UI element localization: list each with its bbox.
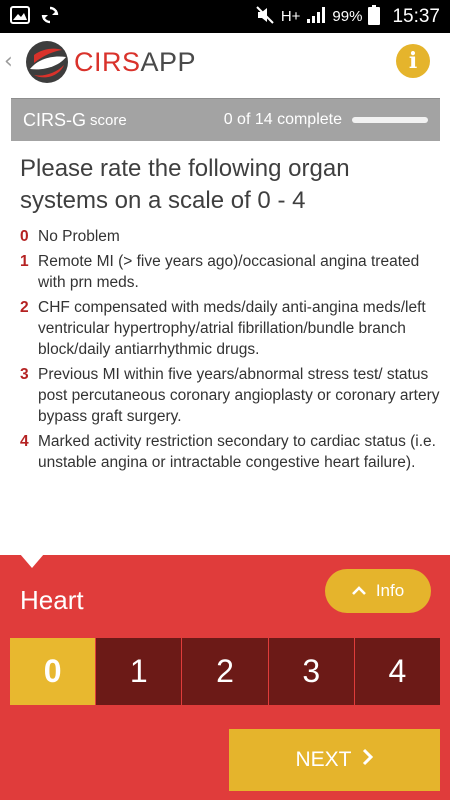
app-header [0, 33, 450, 90]
clock: 15:37 [392, 5, 440, 27]
scale-item [20, 226, 440, 247]
question-heading: Please rate the following organ systems on a scale of 0 - 4 [20, 155, 350, 214]
score-progress-bar [11, 98, 440, 141]
battery-icon [368, 5, 380, 29]
info-toggle-button[interactable] [325, 569, 431, 613]
scale-number: 3 [20, 366, 29, 383]
status-bar [0, 0, 450, 33]
completion-count: 0 of 14 complete [223, 111, 342, 128]
scale-item [20, 251, 440, 293]
next-button[interactable] [229, 729, 440, 791]
scale-description: Marked activity restriction secondary to cardiac status (i.e. unstable angina or intractable congestive heart failure). [38, 433, 436, 471]
rating-button-0[interactable]: 0 [10, 638, 95, 705]
scale-description: No Problem [38, 228, 120, 245]
signal-icon [306, 6, 326, 28]
app-brand [74, 47, 196, 78]
scale-description: CHF compensated with meds/daily anti-angina meds/left ventricular hypertrophy/atrial fibrillation/bundle branch block/daily antiarrhythmic drugs. [38, 299, 426, 358]
chevron-right-icon [362, 748, 374, 772]
organ-system-label: Heart [20, 585, 84, 615]
info-icon[interactable]: i [396, 44, 430, 78]
rating-button-4[interactable]: 4 [355, 638, 440, 705]
scale-item [20, 364, 440, 427]
sync-icon [40, 5, 60, 29]
network-type: H+ [280, 8, 301, 25]
rating-button-3[interactable]: 3 [269, 638, 354, 705]
scale-number: 1 [20, 253, 29, 270]
cirs-logo-icon [24, 39, 70, 85]
score-title: CIRS-G [23, 109, 86, 130]
mute-icon [255, 5, 275, 29]
rating-selector [10, 638, 440, 705]
rating-button-1[interactable]: 1 [96, 638, 181, 705]
panel-pointer [20, 554, 44, 568]
chevron-up-icon [352, 583, 366, 599]
back-chevron-icon[interactable]: ‹ [4, 49, 13, 74]
scale-description: Remote MI (> five years ago)/occasional angina treated with prn meds. [38, 253, 420, 291]
completion-track [352, 117, 428, 123]
gallery-icon [10, 6, 30, 28]
brand-cirs: CIRS [74, 47, 141, 77]
scale-number: 4 [20, 433, 29, 450]
brand-app: APP [140, 47, 197, 77]
battery-percent: 99% [332, 8, 363, 25]
scale-item [20, 431, 440, 473]
scale-item [20, 297, 440, 360]
next-label: NEXT [295, 748, 352, 771]
score-subtitle: score [90, 111, 127, 129]
rating-button-2[interactable]: 2 [182, 638, 267, 705]
scale-number: 0 [20, 228, 29, 245]
scale-description: Previous MI within five years/abnormal stress test/ status post percutaneous coronary angioplasty or coronary artery bypass graft surgery. [38, 366, 440, 425]
info-toggle-label: Info [375, 581, 405, 600]
rating-scale-list [20, 226, 440, 477]
rating-panel [0, 555, 450, 800]
scale-number: 2 [20, 299, 29, 316]
question-content [0, 141, 450, 555]
